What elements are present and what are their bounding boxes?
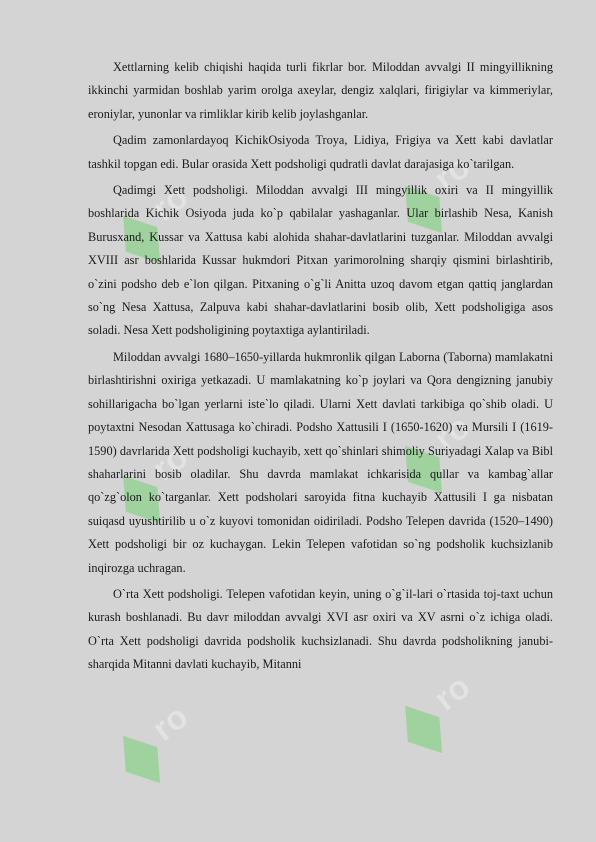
svg-text:ro: ro: [427, 407, 478, 459]
paragraph: O`rta Xett podsholigi. Telepen vafotidan keyin, uning o`g`il-lari o`rtasida toj-taxt uchun kurash boshlanadi. Bu davr miloddan avvalgi XVI asr oxiri va XV asrni o`z ichiga oladi. O`rta Xett podsholigi davrida podsholik kuchsizlanadi. Shu davrda podsholikning janubi-sharqida Mitanni davlati kuchayib, Mitanni: [88, 586, 553, 672]
paragraph: Xettlarning kelib chiqishi haqida turli fikrlar bor. Miloddan avvalgi II mingyillikning ikkinchi yarmidan boshlab yarim orolga axeylar, dengiz xalqlari, firigiylar va kimmeriylar, eroniylar, yunonlar va rimliklar kirib kelib joylashganlar.: [88, 60, 553, 121]
paragraph: Qadim zamonlardayoq KichikOsiyoda Troya, Lidiya, Frigiya va Xett kabi davlatlar tashkil topgan edi. Bular orasida Xett podsholigi qudratli davlat darajasiga ko`tarilgan.: [88, 133, 553, 171]
svg-text:ro: ro: [145, 697, 196, 749]
document-body: [88, 56, 553, 680]
watermark-logo: [78, 670, 248, 790]
svg-text:ro: ro: [145, 437, 196, 489]
paragraph: Qadimgi Xett podsholigi. Miloddan avvalgi III mingyillik oxiri va II mingyillik boshlarida Kichik Osiyoda juda ko`p qabilalar yashaganlar. Ular birlashib Nesa, Kanish Burusxand, Kussar va Xattusa kabi alohida shahar-davlatlarini tuzganlar. Miloddan avvalgi XVIII asr boshlarida Kussar hukmdori Pitxan yarimorolning sharqiy qismini birlashtirib, o`zini podsho deb e`lon qilgan. Pitxaning o`g`li Anitta uzoq davom etgan qattiq janglardan so`ng Nesa Xattusa, Zalpuva kabi shahar-davlatlarini bosib olib, Xett podsholigiga asos soladi. Nesa Xett podsholigining poytaxtiga aylantiriladi.: [88, 183, 553, 338]
paragraph: Miloddan avvalgi 1680–1650-yillarda hukmronlik qilgan Laborna (Taborna) mamlakatni birlashtirishni oxiriga yetkazadi. U mamlakatning ko`p joylari va Qora dengizning janubiy sohillarigacha bo`lgan yerlarni iste`lo qiladi. Ularni Xett davlati tarkibiga qo`shib oladi. U poytaxtni Nesodan Xattusaga ko`chiradi. Podsho Xattusili I (1650-1620) va Mursili I (1619-1590) davrlarida Xett podsholigi kuchayib, xett qo`shinlari shimoliy Suriyadagi Xalap va Bibl shaharlarini bosib oladilar. Shu davrda mamlakat ichkarisida qullar va kambag`allar qo`zg`olon ko`targanlar. Xett podsholari saroyida fitna kuchayib Xattusili I ga nisbatan suiqasd uyushtirilib u o`z kuyovi tomonidan oidiriladi. Podsho Telepen davrida (1520–1490) Xett podsholigi bir oz kuchaygan. Lekin Telepen vafotidan so`ng podsholik kuchsizlanib inqirozga uchragan.: [88, 349, 553, 575]
svg-text:ro: ro: [427, 667, 478, 719]
svg-text:ro: ro: [145, 177, 196, 229]
svg-text:ro: ro: [427, 147, 478, 199]
